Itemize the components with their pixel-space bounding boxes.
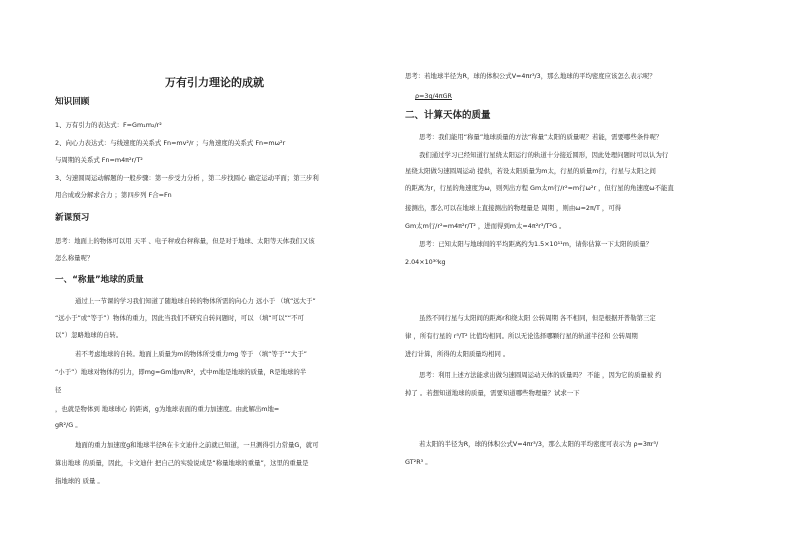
section1-line: 若不考虑地球的自转。地面上质量为m的物体所受重力mg 等于 （填“等于”“大于”: [75, 350, 307, 358]
sun-mass-answer: 2.04×10³⁰kg: [405, 258, 446, 266]
section2-line: 星绕太阳做匀速圆周运动 提供，若设太阳质量为m太，行星的质量m行，行星与太阳之间: [405, 167, 656, 175]
page-title: 万有引力理论的成就: [165, 76, 264, 89]
section2-line: 我们通过学习已经知道行星绕太阳运行的轨道十分接近圆形，因此处理问题时可以认为行: [419, 151, 669, 159]
review-heading: 知识回顾: [55, 97, 90, 107]
section2-line: 的距离为r，行星的角速度为ω，则列出方程 Gm太m行/r²=m行ω²r ，但行星的角速度ω不能直: [405, 184, 674, 192]
section1-line: 以”）忽略地球的自转。: [55, 331, 123, 339]
section1-line: gR²/G 。: [55, 421, 82, 429]
section2-line: 接测出，那么可以在地球上直接测出的物理量是 周期 ，则由ω=2π/T ，可得: [405, 204, 622, 212]
section2-line: 进行计算，所得的太阳质量均相同 。: [405, 350, 510, 358]
section1-line: “小于”）地球对物体的引力，即mg=Gm地m/R²，式中m地是地球的质量，R是地球的半: [55, 368, 307, 376]
preview-heading: 新课预习: [55, 213, 90, 223]
section1-line: 径: [55, 386, 62, 394]
section1-line: ，也就是物体到 地球球心 的距离，g为地球表面的重力加速度。由此解出m地=: [55, 405, 280, 413]
review-line: 用合成或分解求合力 ；第四步列 F合=Fn: [55, 191, 172, 199]
section1-line: 通过上一节课的学习我们知道了随地球自转的物体所需的向心力 远小于 （填“远大于”: [75, 297, 316, 305]
density-question: 思考：若地球半径为R，球的体积公式V=4πr³/3，那么地球的平均密度应该怎么表示呢？: [405, 72, 656, 80]
review-line: 2、向心力表达式：与线速度的关系式 Fn=mv²/r ；与角速度的关系式 Fn=mω²r: [55, 139, 286, 147]
section1-heading: 一、“称量”地球的质量: [55, 275, 144, 285]
section2-line: 律 ，所有行星的 r³/T² 比值均相同。所以无论选择哪颗行星的轨道半径和 公转周期: [405, 332, 638, 340]
section1-line: “远小于”或“等于”）物体的重力，因此当我们不研究自转问题时，可以 （填“可以”“不可: [55, 314, 304, 322]
review-line: 3、匀速圆周运动解题的一般步骤：第一步受力分析 ，第二步找圆心 确定运动平面；第三步利: [55, 174, 319, 182]
section2-line: 若太阳的半径为R，球的体积公式V=4πr³/3，那么太阳的平均密度可表示为 ρ=3πr³/: [419, 440, 659, 448]
section2-line: GT²R³ 。: [405, 458, 432, 466]
section2-line: 虽然不同行星与太阳间的距离r和绕太阳 公转周期 各不相同，但是根据开普勒第三定: [419, 314, 656, 322]
review-line: 与周期的关系式 Fn=m4π²r/T²: [55, 156, 143, 164]
preview-line: 怎么称量呢？: [55, 254, 94, 262]
section2-line: 思考：我们能用“称量”地球质量的方法“称量”太阳的质量呢？若能，需要哪些条件呢？: [419, 133, 663, 141]
density-answer: ρ=3g/4πGR: [415, 92, 452, 100]
section2-line: 思考：已知太阳与地球间的平均距离约为1.5×10¹¹m，请你估算一下太阳的质量？: [419, 240, 653, 248]
section2-heading: 二、计算天体的质量: [405, 110, 491, 121]
section2-line: 掉了 。若想知道地球的质量，需要知道哪些物理量？试求一下: [405, 389, 580, 397]
review-line: 1、万有引力的表达式：F=Gm₁m₂/r²: [55, 121, 162, 129]
section1-line: 算出地球 的质量，因此，卡文迪什 把自己的实验说成是“称量地球的重量”，这里的重量是: [55, 459, 309, 467]
section2-line: 思考：利用上述方法能求出做匀速圆周运动天体的质量吗？ 不能 ，因为它的质量被 约: [419, 371, 662, 379]
preview-line: 思考：地面上的物体可以用 天平 、电子秤或台秤称量，但是对于地球、太阳等天体我们又该: [55, 237, 315, 245]
section1-line: 指地球的 质量 。: [55, 477, 104, 485]
section1-line: 地面的重力加速度g和地球半径R在卡文迪什之前就已知道，一旦测得引力常量G，就可: [75, 441, 319, 449]
section2-line: Gm太m行/r²=m4π²r/T² ，进而得到m太=4π²r³/T²G 。: [405, 222, 566, 230]
